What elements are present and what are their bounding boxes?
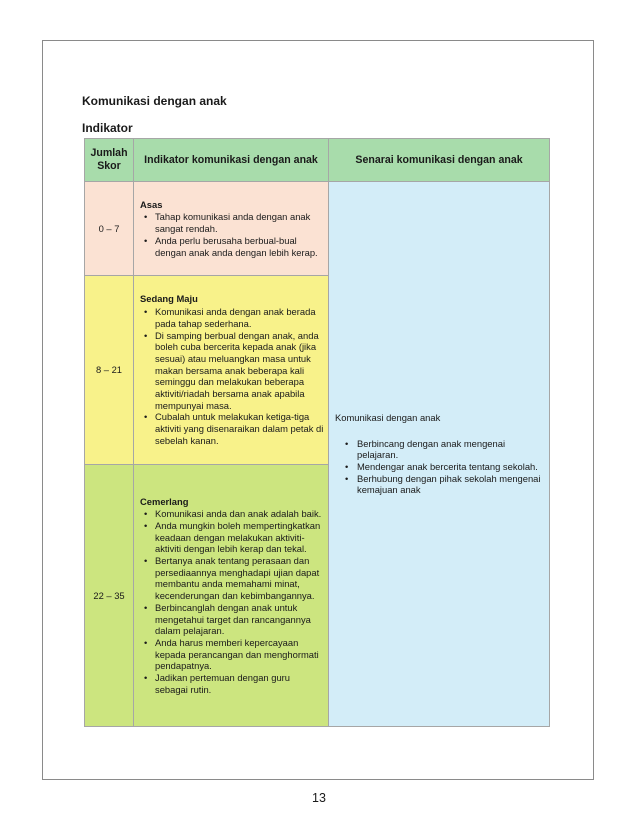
section-label: Indikator	[82, 121, 133, 135]
header-score: Jumlah Skor	[85, 139, 134, 182]
list-item: • Tahap komunikasi anda dengan anak sangat rendah.	[155, 211, 324, 234]
list-item: • Berbincang dengan anak mengenai pelajaran.	[357, 438, 543, 461]
list-item: • Jadikan pertemuan dengan guru sebagai rutin.	[155, 672, 324, 695]
page-number: 13	[312, 791, 326, 805]
indicator-table	[84, 138, 550, 727]
communication-list	[335, 438, 543, 497]
level-label: Sedang Maju	[140, 293, 198, 305]
score-cell: 8 – 21	[85, 276, 134, 465]
indicator-cell	[134, 276, 329, 465]
list-item: • Anda harus memberi kepercayaan kepada perancangan dan menghormati pendapatnya.	[155, 637, 324, 672]
list-item: • Komunikasi anda dan anak adalah baik.	[155, 508, 324, 520]
header-indicator: Indikator komunikasi dengan anak	[134, 139, 329, 182]
indicator-list	[140, 306, 324, 446]
list-item: • Anda mungkin boleh mempertingkatkan keadaan dengan melakukan aktiviti-aktiviti dengan lebih kerap dan tekal.	[155, 520, 324, 555]
score-cell: 22 – 35	[85, 465, 134, 727]
indicator-list	[140, 211, 324, 258]
list-item: • Bertanya anak tentang perasaan dan persediaannya menghadapi ujian dapat membantu anda memahami minat, kecenderungan dan kebimbangannya.	[155, 555, 324, 602]
list-item: • Berhubung dengan pihak sekolah mengenai kemajuan anak	[357, 473, 543, 496]
communication-intro: Komunikasi dengan anak	[335, 411, 441, 423]
list-item: • Komunikasi anda dengan anak berada pada tahap sederhana.	[155, 306, 324, 329]
level-label: Asas	[140, 198, 163, 210]
indicator-cell	[134, 182, 329, 276]
list-item: • Cubalah untuk melakukan ketiga-tiga aktiviti yang disenaraikan dalam petak di sebelah kanan.	[155, 411, 324, 446]
page-title: Komunikasi dengan anak	[82, 94, 227, 108]
table-row-asas	[85, 182, 550, 276]
level-label: Cemerlang	[140, 495, 189, 507]
list-item: • Berbincanglah dengan anak untuk mengetahui target dan rancangannya dalam pelajaran.	[155, 602, 324, 637]
list-item: • Anda perlu berusaha berbual-bual dengan anak anda dengan lebih kerap.	[155, 235, 324, 258]
list-item: • Mendengar anak bercerita tentang sekolah.	[357, 461, 543, 473]
communication-list-cell	[329, 182, 550, 727]
score-cell: 0 – 7	[85, 182, 134, 276]
table-header-row	[85, 139, 550, 182]
list-item: • Di samping berbual dengan anak, anda boleh cuba bercerita kepada anak (jika sesuai) atau meluangkan masa untuk makan bersama anak beberapa kali seminggu dan melakukan beberapa aktiviti/riadah bersama anak apabila mempunyai masa.	[155, 330, 324, 412]
header-list: Senarai komunikasi dengan anak	[329, 139, 550, 182]
indicator-cell	[134, 465, 329, 727]
indicator-list	[140, 508, 324, 695]
